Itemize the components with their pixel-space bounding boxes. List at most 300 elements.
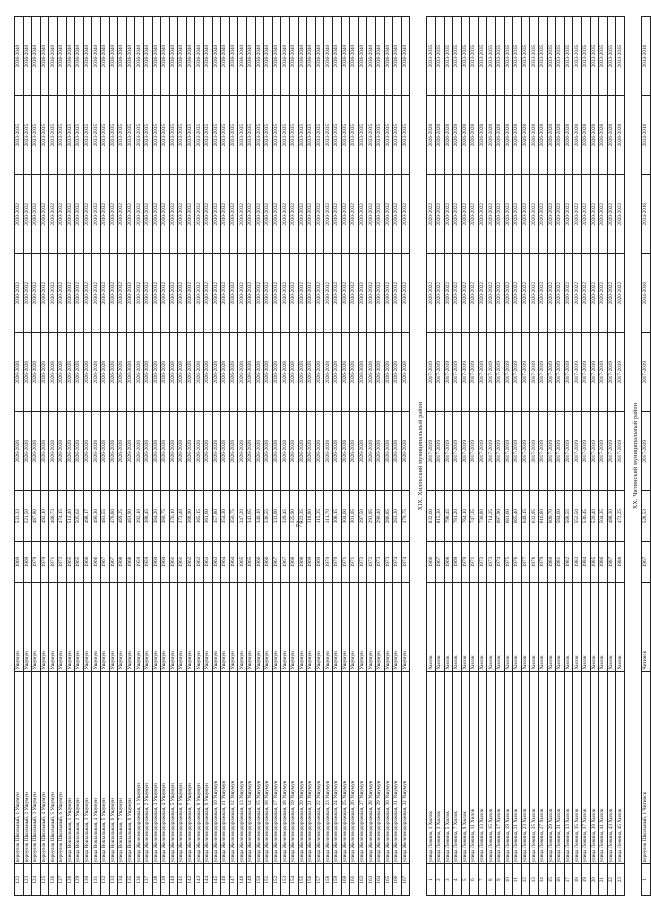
table-cell-a: 730,80 — [478, 491, 487, 542]
table-cell-c3: 2030-2032 — [350, 254, 359, 333]
table-cell-c3: 2030-2032 — [161, 254, 170, 333]
table-cell-loc: Ушумун — [375, 583, 384, 672]
table-cell-name: переулок Школьный, 3 Ушумун — [32, 671, 41, 864]
table-row — [298, 17, 307, 896]
table-cell-c2: 2026-2028 — [169, 333, 178, 412]
table-cell-a: 747,35 — [470, 491, 479, 542]
table-cell-c6: 2033-2035 — [461, 17, 470, 96]
table-cell-c6: 2033-2035 — [427, 17, 436, 96]
table-cell-y: 1974 — [496, 541, 505, 582]
table-cell-name: улица Вокзальная, 8 Ушумун — [126, 671, 135, 864]
table-row — [152, 17, 161, 896]
table-cell-c1: 2017-2019 — [470, 412, 479, 491]
table-cell-name: улица Железнодорожная, 24 Ушумун — [332, 671, 341, 864]
table-cell-n: 141 — [178, 864, 187, 896]
table-cell-c6: 2033-2035 — [453, 17, 462, 96]
table-cell-loc: Ушумун — [118, 583, 127, 672]
table-cell-c4: 2030-2032 — [161, 175, 170, 254]
table-cell-y: 1976 — [513, 541, 522, 582]
table-cell-c3: 2030-2032 — [195, 254, 204, 333]
table-cell-n: 161 — [350, 864, 359, 896]
table-cell-name: переулок Школьный, 2 Ушумун — [23, 671, 32, 864]
table-cell-n: 2 — [435, 864, 444, 896]
table-row — [83, 17, 92, 896]
table-cell-name: улица Ленина, 17 Хилок — [496, 671, 505, 864]
table-cell-c3: 2030-2032 — [290, 254, 299, 333]
table-cell-y: 1981 — [556, 541, 565, 582]
table-cell-c2: 2026-2028 — [109, 333, 118, 412]
table-cell-a: 308,15 — [332, 491, 341, 542]
table-cell-c2: 2026-2028 — [135, 333, 144, 412]
table-cell-c5: 2026-2028 — [521, 96, 530, 175]
table-cell-c5: 2033-2035 — [375, 96, 384, 175]
table-cell-c1: 2017-2019 — [564, 412, 573, 491]
table-cell-loc: Ушумун — [221, 583, 230, 672]
table-cell-a: 372,40 — [178, 491, 187, 542]
table-cell-c5: 2033-2035 — [384, 96, 393, 175]
table-cell-c6: 2036-2040 — [247, 17, 256, 96]
table-cell-n: 6 — [470, 864, 479, 896]
table-row — [109, 17, 118, 896]
table-cell-c6: 2036-2040 — [135, 17, 144, 96]
table-cell-c2: 2017-2019 — [556, 333, 565, 412]
table-row — [15, 17, 24, 896]
table-cell-c3: 2020-2022 — [521, 254, 530, 333]
table-cell-c5: 2026-2028 — [582, 96, 591, 175]
table-row — [496, 17, 505, 896]
table-cell-c1: 2026-2028 — [32, 412, 41, 491]
table-cell-n: 134 — [118, 864, 127, 896]
table-row — [444, 17, 453, 896]
table-cell-y: 1967 — [109, 541, 118, 582]
table-cell-c4: 2020-2022 — [590, 175, 599, 254]
table-cell-name: улица Железнодорожная, 2 Ушумун — [143, 671, 152, 864]
table-cell-c1: 2017-2019 — [478, 412, 487, 491]
table-cell-c6: 2033-2035 — [539, 17, 548, 96]
table-cell-a: 283,30 — [393, 491, 402, 542]
table-cell-c1: 2017-2019 — [607, 412, 616, 491]
table-cell-loc: Ушумун — [152, 583, 161, 672]
table-cell-c4: 2030-2032 — [375, 175, 384, 254]
table-cell-name: улица Ленина, 3 Хилок — [435, 671, 444, 864]
table-row — [375, 17, 384, 896]
table-cell-y: 1973 — [375, 541, 384, 582]
table-cell-name: улица Ленина, 11 Хилок — [470, 671, 479, 864]
table-cell-c1: 2026-2028 — [281, 412, 290, 491]
table-cell-c1: 2017-2019 — [556, 412, 565, 491]
table-cell-c6: 2036-2040 — [350, 17, 359, 96]
table-cell-c3: 2030-2032 — [281, 254, 290, 333]
table-cell-c6: 2036-2040 — [332, 17, 341, 96]
table-row — [582, 17, 591, 896]
table-cell-a: 318,80 — [307, 491, 316, 542]
table-cell-a: 520,40 — [590, 491, 599, 542]
table-cell-name: улица Железнодорожная, 13 Ушумун — [238, 671, 247, 864]
table-cell-c3: 2030-2032 — [66, 254, 75, 333]
table-cell-y: 1964 — [221, 541, 230, 582]
table-cell-name: улица Железнодорожная, 19 Ушумун — [290, 671, 299, 864]
table-cell-c4: 2030-2032 — [255, 175, 264, 254]
table-cell-c6: 2036-2040 — [83, 17, 92, 96]
table-cell-c4: 2030-2032 — [195, 175, 204, 254]
table-cell-c1: 2026-2028 — [307, 412, 316, 491]
table-cell-n: 11 — [513, 864, 522, 896]
table-row — [212, 17, 221, 896]
table-cell-c5: 2026-2028 — [513, 96, 522, 175]
table-cell-c6: 2036-2040 — [212, 17, 221, 96]
table-cell-name: улица Железнодорожная, 11 Ушумун — [221, 671, 230, 864]
table-cell-c3: 2030-2032 — [32, 254, 41, 333]
table-cell-name: улица Ленина, 35 Хилок — [573, 671, 582, 864]
table-cell-c6: 2033-2035 — [556, 17, 565, 96]
table-row — [539, 17, 548, 896]
table-cell-loc: Ушумун — [32, 583, 41, 672]
table-cell-n: 151 — [264, 864, 273, 896]
table-cell-a: 361,60 — [204, 491, 213, 542]
table-cell-c6: 2036-2040 — [204, 17, 213, 96]
section-title-xx: XX. Читинский муниципальный район — [632, 402, 639, 510]
table-cell-c5: 2026-2028 — [487, 96, 496, 175]
table-cell-loc: Хилок — [435, 583, 444, 672]
table-cell-c4: 2014-2016 — [641, 175, 650, 254]
table-cell-c2: 2026-2028 — [83, 333, 92, 412]
table-cell-c6: 2036-2040 — [169, 17, 178, 96]
table-cell-c6: 2033-2035 — [616, 17, 625, 96]
table-cell-loc: Хилок — [599, 583, 608, 672]
table-cell-c5: 2033-2035 — [169, 96, 178, 175]
table-cell-c5: 2026-2028 — [478, 96, 487, 175]
table-cell-c3: 2030-2032 — [332, 254, 341, 333]
table-cell-loc: Хилок — [547, 583, 556, 672]
table-row — [118, 17, 127, 896]
table-cell-loc: Хилок — [427, 583, 436, 672]
table-row — [427, 17, 436, 896]
table-cell-n: 148 — [238, 864, 247, 896]
table-cell-c1: 2026-2028 — [212, 412, 221, 491]
table-row — [556, 17, 565, 896]
table-cell-c1: 2017-2019 — [513, 412, 522, 491]
table-cell-loc: Ушумун — [161, 583, 170, 672]
table-cell-c4: 2030-2032 — [126, 175, 135, 254]
table-row — [247, 17, 256, 896]
table-cell-n: 167 — [401, 864, 410, 896]
table-cell-c6: 2033-2035 — [478, 17, 487, 96]
table-cell-c4: 2020-2022 — [564, 175, 573, 254]
table-cell-name: переулок Школьный, 5 Ушумун — [49, 671, 58, 864]
table-cell-n: 130 — [83, 864, 92, 896]
table-cell-c4: 2030-2032 — [332, 175, 341, 254]
table-cell-c2: 2017-2019 — [530, 333, 539, 412]
table-cell-name: улица Железнодорожная, 8 Ушумун — [195, 671, 204, 864]
table-cell-c2: 2026-2028 — [384, 333, 393, 412]
table-cell-c3: 2030-2032 — [118, 254, 127, 333]
table-cell-c2: 2017-2019 — [641, 333, 650, 412]
table-cell-c1: 2026-2028 — [83, 412, 92, 491]
table-cell-name: улица Ленина, 7 Хилок — [453, 671, 462, 864]
table-cell-c4: 2020-2022 — [573, 175, 582, 254]
table-cell-c1: 2026-2028 — [264, 412, 273, 491]
table-cell-c4: 2020-2022 — [478, 175, 487, 254]
table-cell-loc: Хилок — [478, 583, 487, 672]
table-cell-c1: 2026-2028 — [298, 412, 307, 491]
table-cell-c6: 2036-2040 — [229, 17, 238, 96]
table-cell-y: 1982 — [564, 541, 573, 582]
table-cell-c5: 2033-2035 — [367, 96, 376, 175]
table-cell-a: 297,50 — [358, 491, 367, 542]
table-cell-name: улица Железнодорожная, 14 Ушумун — [247, 671, 256, 864]
table-cell-c3: 2030-2032 — [100, 254, 109, 333]
table-cell-c3: 2030-2032 — [255, 254, 264, 333]
table-cell-loc: Ушумун — [195, 583, 204, 672]
table-cell-c3: 2030-2032 — [23, 254, 32, 333]
table-cell-c3: 2020-2022 — [607, 254, 616, 333]
table-cell-y: 1965 — [238, 541, 247, 582]
table-cell-loc: Ушумун — [255, 583, 264, 672]
table-cell-c3: 2020-2022 — [435, 254, 444, 333]
table-cell-y: 1967 — [100, 541, 109, 582]
table-row — [307, 17, 316, 896]
table-cell-c4: 2030-2032 — [238, 175, 247, 254]
table-cell-c6: 2036-2040 — [264, 17, 273, 96]
table-cell-c1: 2017-2019 — [539, 412, 548, 491]
table-cell-y: 1968 — [444, 541, 453, 582]
table-cell-y: 1973 — [487, 541, 496, 582]
table-row — [272, 17, 281, 896]
table-cell-c2: 2026-2028 — [32, 333, 41, 412]
table-cell-y: 1968 — [298, 541, 307, 582]
table-cell-c1: 2017-2019 — [435, 412, 444, 491]
table-cell-c5: 2026-2028 — [461, 96, 470, 175]
table-cell-c2: 2026-2028 — [358, 333, 367, 412]
xx-table — [641, 16, 651, 896]
table-cell-c1: 2026-2028 — [290, 412, 299, 491]
table-cell-c1: 2017-2019 — [641, 412, 650, 491]
table-row — [435, 17, 444, 896]
table-cell-loc: Ушумун — [324, 583, 333, 672]
table-cell-c3: 2030-2032 — [143, 254, 152, 333]
table-cell-loc: Ушумун — [332, 583, 341, 672]
table-cell-c3: 2020-2022 — [478, 254, 487, 333]
table-cell-n: 9 — [496, 864, 505, 896]
table-cell-c6: 2036-2040 — [75, 17, 84, 96]
table-cell-c2: 2026-2028 — [126, 333, 135, 412]
table-cell-c5: 2026-2028 — [453, 96, 462, 175]
table-cell-c3: 2030-2032 — [384, 254, 393, 333]
table-cell-n: 15 — [547, 864, 556, 896]
table-cell-c2: 2017-2019 — [496, 333, 505, 412]
table-cell-name: улица Железнодорожная, 29 Ушумун — [375, 671, 384, 864]
table-cell-n: 143 — [195, 864, 204, 896]
table-row — [530, 17, 539, 896]
table-cell-c6: 2036-2040 — [66, 17, 75, 96]
table-cell-c6: 2036-2040 — [23, 17, 32, 96]
table-cell-c1: 2026-2028 — [229, 412, 238, 491]
table-cell-a: 832,60 — [427, 491, 436, 542]
table-cell-c5: 2026-2028 — [504, 96, 513, 175]
table-cell-c3: 2030-2032 — [272, 254, 281, 333]
table-cell-c5: 2033-2035 — [204, 96, 213, 175]
table-cell-y: 1988 — [616, 541, 625, 582]
table-cell-c6: 2036-2040 — [109, 17, 118, 96]
table-cell-y: 1971 — [341, 541, 350, 582]
table-cell-n: 5 — [461, 864, 470, 896]
table-cell-c2: 2017-2019 — [435, 333, 444, 412]
table-cell-c3: 2020-2022 — [582, 254, 591, 333]
table-cell-c2: 2026-2028 — [75, 333, 84, 412]
table-cell-c4: 2020-2022 — [530, 175, 539, 254]
table-cell-c5: 2033-2035 — [195, 96, 204, 175]
table-row — [49, 17, 58, 896]
table-cell-c3: 2030-2032 — [221, 254, 230, 333]
table-cell-loc: Ушумун — [204, 583, 213, 672]
table-cell-name: улица Ленина, 39 Хилок — [590, 671, 599, 864]
page-number: 72 — [295, 520, 304, 528]
table-row — [229, 17, 238, 896]
table-cell-c5: 2026-2028 — [573, 96, 582, 175]
table-cell-loc: Ушумун — [66, 583, 75, 672]
table-cell-c4: 2030-2032 — [15, 175, 24, 254]
table-cell-c2: 2026-2028 — [332, 333, 341, 412]
table-cell-n: 149 — [247, 864, 256, 896]
table-cell-c2: 2026-2028 — [204, 333, 213, 412]
table-cell-loc: Ушумун — [341, 583, 350, 672]
table-cell-loc: Ушумун — [307, 583, 316, 672]
table-cell-loc: Хилок — [590, 583, 599, 672]
table-cell-c3: 2030-2032 — [204, 254, 213, 333]
table-cell-c3: 2014-2016 — [641, 254, 650, 333]
table-cell-loc: Хилок — [461, 583, 470, 672]
table-cell-a: 764,10 — [461, 491, 470, 542]
table-cell-c1: 2026-2028 — [23, 412, 32, 491]
table-cell-loc: Ушумун — [229, 583, 238, 672]
table-cell-c1: 2026-2028 — [161, 412, 170, 491]
table-cell-c1: 2026-2028 — [358, 412, 367, 491]
table-cell-c4: 2030-2032 — [118, 175, 127, 254]
table-cell-a: 350,75 — [229, 491, 238, 542]
table-cell-c2: 2026-2028 — [264, 333, 273, 412]
table-cell-c5: 2026-2028 — [444, 96, 453, 175]
table-row — [401, 17, 410, 896]
table-cell-n: 16 — [556, 864, 565, 896]
table-cell-c5: 2033-2035 — [109, 96, 118, 175]
table-cell-c4: 2030-2032 — [109, 175, 118, 254]
table-cell-a: 343,65 — [247, 491, 256, 542]
table-cell-c5: 2033-2035 — [298, 96, 307, 175]
table-cell-a: 322,35 — [298, 491, 307, 542]
table-cell-a: 329,45 — [281, 491, 290, 542]
table-cell-n: 18 — [573, 864, 582, 896]
table-cell-n: 135 — [126, 864, 135, 896]
table-cell-c1: 2026-2028 — [367, 412, 376, 491]
table-cell-name: переулок Школьный, 4 Ушумун — [40, 671, 49, 864]
table-cell-c6: 2033-2035 — [564, 17, 573, 96]
table-cell-c4: 2030-2032 — [290, 175, 299, 254]
table-cell-y: 1962 — [186, 541, 195, 582]
table-cell-c3: 2020-2022 — [599, 254, 608, 333]
table-cell-c6: 2036-2040 — [92, 17, 101, 96]
table-cell-c6: 2036-2040 — [100, 17, 109, 96]
table-cell-loc: Ушумун — [135, 583, 144, 672]
table-cell-c4: 2030-2032 — [298, 175, 307, 254]
table-cell-n: 13 — [530, 864, 539, 896]
table-cell-c2: 2017-2019 — [453, 333, 462, 412]
table-cell-c3: 2030-2032 — [40, 254, 49, 333]
table-row — [590, 17, 599, 896]
table-cell-c5: 2033-2035 — [57, 96, 66, 175]
table-cell-n: 122 — [15, 864, 24, 896]
table-cell-loc: Ушумун — [212, 583, 221, 672]
table-cell-y: 1985 — [590, 541, 599, 582]
table-cell-a: 354,30 — [221, 491, 230, 542]
table-cell-c1: 2026-2028 — [109, 412, 118, 491]
table-cell-c5: 2033-2035 — [32, 96, 41, 175]
table-cell-n: 138 — [152, 864, 161, 896]
table-cell-c4: 2030-2032 — [315, 175, 324, 254]
table-cell-c4: 2030-2032 — [135, 175, 144, 254]
table-cell-c4: 2030-2032 — [49, 175, 58, 254]
table-cell-y: 1980 — [547, 541, 556, 582]
table-cell-c3: 2030-2032 — [229, 254, 238, 333]
table-row — [616, 17, 625, 896]
table-cell-c3: 2030-2032 — [315, 254, 324, 333]
table-cell-c4: 2030-2032 — [75, 175, 84, 254]
table-cell-c2: 2017-2019 — [521, 333, 530, 412]
table-cell-c5: 2026-2028 — [556, 96, 565, 175]
table-cell-c6: 2036-2040 — [195, 17, 204, 96]
table-cell-name: улица Железнодорожная, 5 Ушумун — [169, 671, 178, 864]
table-cell-n: 166 — [393, 864, 402, 896]
table-cell-c3: 2020-2022 — [453, 254, 462, 333]
table-row — [607, 17, 616, 896]
table-cell-c2: 2017-2019 — [564, 333, 573, 412]
table-cell-c1: 2026-2028 — [135, 412, 144, 491]
table-cell-c2: 2026-2028 — [15, 333, 24, 412]
table-row — [32, 17, 41, 896]
table-cell-c1: 2026-2028 — [66, 412, 75, 491]
table-cell-y: 1966 — [255, 541, 264, 582]
table-cell-loc: Ушумун — [57, 583, 66, 672]
table-cell-a: 472,25 — [616, 491, 625, 542]
table-cell-c4: 2030-2032 — [281, 175, 290, 254]
table-cell-n: 12 — [521, 864, 530, 896]
table-cell-n: 153 — [281, 864, 290, 896]
table-cell-loc: Хилок — [556, 583, 565, 672]
table-cell-c5: 2026-2028 — [607, 96, 616, 175]
table-cell-c4: 2030-2032 — [350, 175, 359, 254]
table-cell-c6: 2036-2040 — [238, 17, 247, 96]
table-cell-loc: Ушумун — [83, 583, 92, 672]
table-cell-c2: 2017-2019 — [487, 333, 496, 412]
table-cell-c2: 2026-2028 — [100, 333, 109, 412]
table-cell-name: улица Ленина, 21 Хилок — [513, 671, 522, 864]
table-cell-c5: 2026-2028 — [496, 96, 505, 175]
table-cell-c3: 2030-2032 — [341, 254, 350, 333]
table-cell-c1: 2017-2019 — [453, 412, 462, 491]
table-cell-c1: 2026-2028 — [350, 412, 359, 491]
table-cell-c1: 2026-2028 — [152, 412, 161, 491]
table-cell-name: улица Вокзальная, 2 Ушумун — [75, 671, 84, 864]
table-cell-c5: 2026-2028 — [564, 96, 573, 175]
table-cell-c5: 2033-2035 — [126, 96, 135, 175]
table-cell-name: улица Ленина, 1 Хилок — [427, 671, 436, 864]
table-cell-name: улица Железнодорожная, 26 Ушумун — [350, 671, 359, 864]
table-cell-c6: 2014-2016 — [641, 17, 650, 96]
table-cell-loc: Ушумун — [247, 583, 256, 672]
table-cell-a: 392,10 — [135, 491, 144, 542]
section-title-xix: XIX. Хилокский муниципальный район — [418, 401, 425, 511]
table-row — [315, 17, 324, 896]
table-cell-loc: Читинск — [641, 583, 650, 672]
